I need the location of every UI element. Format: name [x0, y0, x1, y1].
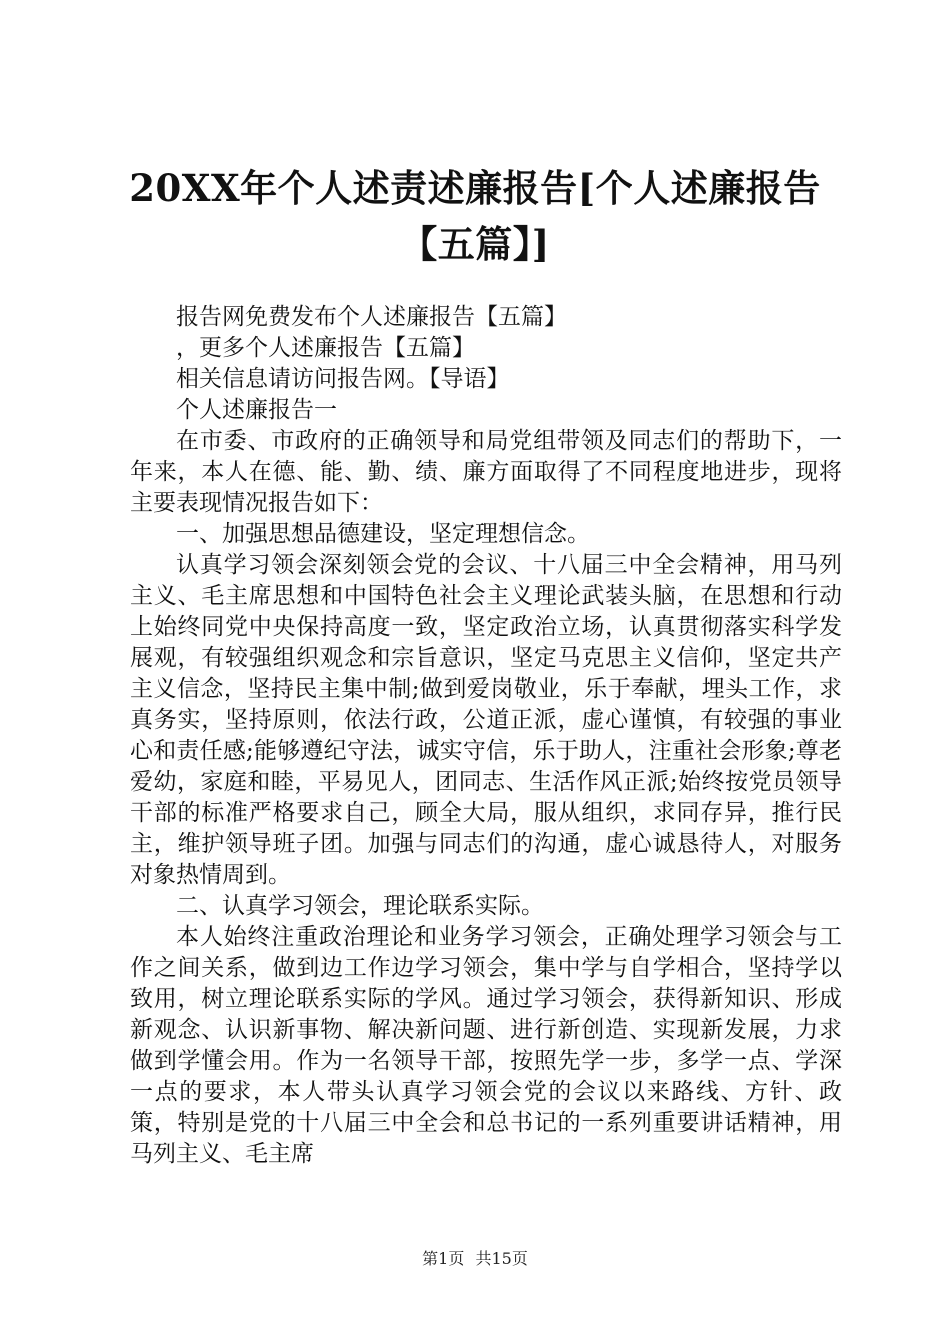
- page-footer: [0, 1246, 950, 1269]
- document-body: [130, 302, 842, 1170]
- document-title: 20XX年个人述责述廉报告[个人述廉报告【五篇】]: [129, 166, 821, 266]
- section-heading: 个人述廉报告一: [176, 397, 337, 423]
- section-heading: 二、认真学习领会，理论联系实际。: [176, 893, 544, 919]
- page-total: 共15页: [475, 1249, 528, 1268]
- paragraph: 本人始终注重政治理论和业务学习领会，正确处理学习领会与工作之间关系，做到边工作边学习领会，集中学与自学相合，坚持学以致用，树立理论联系实际的学风。通过学习领会，获得新知识、形成新观念、认识新事物、解决新问题、进行新创造、实现新发展，力求做到学懂会用。作为一名领导干部，按照先学一步，多学一点、学深一点的要求，本人带头认真学习领会党的会议以来路线、方针、政策，特别是党的十八届三中全会和总书记的一系列重要讲话精神，用马列主义、毛主席: [130, 924, 842, 1167]
- page-number: 第1页: [422, 1249, 465, 1268]
- section-heading: 一、加强思想品德建设，坚定理想信念。: [176, 521, 590, 547]
- paragraph: ，更多个人述廉报告【五篇】: [176, 335, 475, 361]
- paragraph: 在市委、市政府的正确领导和局党组带领及同志们的帮助下，一年来，本人在德、能、勤、绩、廉方面取得了不同程度地进步，现将主要表现情况报告如下：: [130, 428, 842, 516]
- paragraph: 报告网免费发布个人述廉报告【五篇】: [176, 304, 567, 330]
- paragraph: 认真学习领会深刻领会党的会议、十八届三中全会精神，用马列主义、毛主席思想和中国特色社会主义理论武装头脑，在思想和行动上始终同党中央保持高度一致，坚定政治立场，认真贯彻落实科学发展观，有较强组织观念和宗旨意识，坚定马克思主义信仰，坚定共产主义信念，坚持民主集中制;做到爱岗敬业，乐于奉献，埋头工作，求真务实，坚持原则，依法行政，公道正派，虚心谨慎，有较强的事业心和责任感;能够遵纪守法，诚实守信，乐于助人，注重社会形象;尊老爱幼，家庭和睦，平易见人，团同志、生活作风正派;始终按党员领导干部的标准严格要求自己，顾全大局，服从组织，求同存异，推行民主，维护领导班子团。加强与同志们的沟通，虚心诚恳待人，对服务对象热情周到。: [130, 552, 842, 888]
- paragraph: 相关信息请访问报告网。【导语】: [176, 366, 510, 392]
